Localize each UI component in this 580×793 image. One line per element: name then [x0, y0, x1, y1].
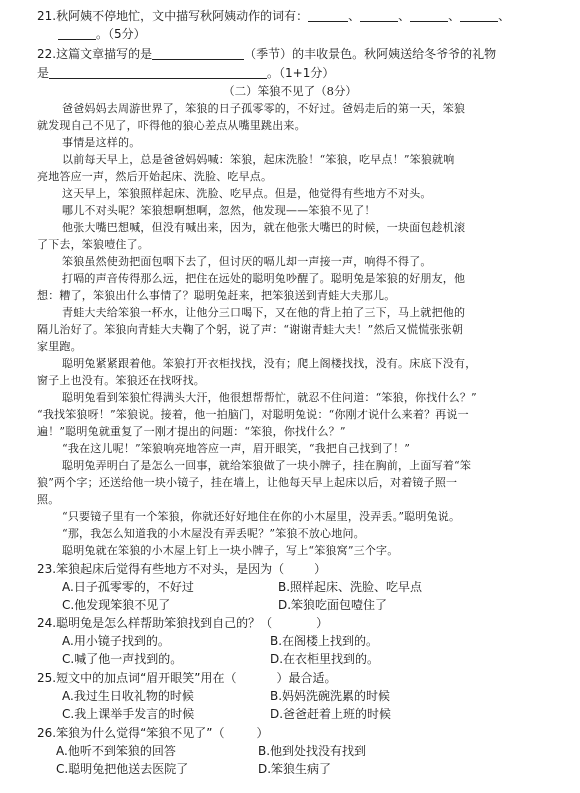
passage-line: 聪明兔紧紧跟着他。笨狼打开衣柜找找，没有；爬上阁楼找找，没有。床底下没有， [62, 357, 477, 370]
passage-line: 打嗝的声音传得那么远，把住在远处的聪明兔吵醒了。聪明兔是笨狼的好朋友，他 [62, 272, 466, 285]
passage-line: “我找笨狼呀！”笨狼说。接着，他一拍脑门，对聪明兔说：“你刚才说什么来着？再说一 [37, 408, 469, 421]
option-b[interactable]: B.他到处找没有找到 [258, 744, 367, 758]
option-d[interactable]: D.爸爸赶着上班的时候 [270, 707, 392, 721]
passage-line: 这天早上，笨狼照样起床、洗脸、吃早点。但是，他觉得有些地方不对头。 [62, 187, 432, 200]
passage-line: 家里跑。 [37, 340, 82, 353]
answer-blank[interactable] [360, 9, 398, 22]
question-22: 22.这篇文章描写的是 （季节）的丰收景色。秋阿姨送给冬爷爷的礼物 [37, 47, 497, 61]
passage-line: 就发现自己不见了，吓得他的狼心差点从嘴里跳出来。 [37, 119, 306, 132]
passage-line: 聪明兔弄明白了是怎么一回事，就给笨狼做了一块小牌子，挂在胸前，上面写着“笨 [62, 459, 472, 472]
passage-line: 以前每天早上，总是爸爸妈妈喊：笨狼，起床洗脸！“笨狼，吃早点！”笨狼就响 [62, 153, 455, 166]
question-24: 24.聪明兔是怎么样帮助笨狼找到自己的？（ ） [37, 616, 329, 630]
answer-blank[interactable] [460, 9, 498, 22]
option-a[interactable]: A.日子孤零零的，不好过 [62, 580, 194, 594]
option-d[interactable]: D.在衣柜里找到的。 [270, 652, 380, 666]
question-22-line2: 是 。（1+1分） [37, 66, 335, 80]
question-21-stem: 21.秋阿姨不停地忙，文中描写秋阿姨动作的词有： [37, 9, 309, 23]
question-21-score: 。（5分） [96, 27, 146, 41]
question-21-line2 [58, 27, 146, 42]
passage-line: 隔儿治好了。笨狼向青蛙大夫鞠了个躬，说了声：“谢谢青蛙大夫！”然后又慌慌张张朝 [37, 323, 464, 336]
passage-line: “那，我怎么知道我的小木屋没有弄丢呢？”笨狼不放心地问。 [62, 527, 365, 540]
passage-line: 聪明兔看到笨狼忙得满头大汗，他很想帮帮忙，就忍不住问道：“笨狼，你找什么？” [62, 391, 477, 404]
passage-line: 笨狼虽然使劲把面包咽下去了，但讨厌的嗝儿却一声接一声，响得不得了。 [62, 255, 432, 268]
passage-line: 青蛙大夫给笨狼一杯水，让他分三口喝下，又在他的背上拍了三下，马上就把他的 [62, 306, 466, 319]
passage-line: 狼”两个字；还送给他一块小镜子，挂在墙上，让他每天早上起床以后，对着镜子照一 [37, 476, 458, 489]
option-d[interactable]: D.笨狼吃面包噎住了 [278, 598, 388, 612]
answer-blank[interactable] [58, 27, 96, 40]
passage-line: 遍！”聪明兔就重复了一刚才提出的问题：“笨狼，你找什么？” [37, 425, 346, 438]
passage-line: 爸爸妈妈去周游世界了，笨狼的日子孤零零的，不好过。爸妈走后的第一天，笨狼 [62, 102, 466, 115]
answer-blank[interactable] [49, 66, 267, 79]
passage-line: 亮地答应一声，然后开始起床、洗脸、吃早点。 [37, 170, 273, 183]
option-a[interactable]: A.我过生日收礼物的时候 [62, 689, 194, 703]
option-b[interactable]: B.照样起床、洗脸、吃早点 [278, 580, 423, 594]
passage-line: 哪儿不对头呢？笨狼想啊想啊，忽然，他发现——笨狼不见了！ [62, 204, 376, 217]
passage-line: 他张大嘴巴想喊，但没有喊出来，因为，就在他张大嘴巴的时候，一块面包趁机滚 [62, 221, 466, 234]
option-a[interactable]: A.他听不到笨狼的回答 [56, 744, 176, 758]
question-25: 25.短文中的加点词“眉开眼笑”用在（ ）最合适。 [37, 671, 337, 685]
question-26: 26.笨狼为什么觉得“笨狼不见了”（ ） [37, 726, 269, 740]
passage-line: 了下去，笨狼噎住了。 [37, 238, 149, 251]
passage-line: 照。 [37, 493, 60, 506]
option-c[interactable]: C.聪明兔把他送去医院了 [56, 762, 189, 776]
passage-line: “我在这儿呢！”笨狼响亮地答应一声，眉开眼笑，“我把自己找到了！” [62, 442, 411, 455]
passage-line: 想：糟了，笨狼出什么事情了？聪明兔赶来，把笨狼送到青蛙大夫那儿。 [37, 289, 396, 302]
question-21: 21.秋阿姨不停地忙，文中描写秋阿姨动作的词有： 、 、 、 、 [37, 9, 511, 23]
answer-blank[interactable] [152, 47, 244, 60]
answer-blank[interactable] [308, 9, 348, 22]
option-c[interactable]: C.他发现笨狼不见了 [62, 598, 171, 612]
passage-line: 窗子上也没有。笨狼还在找呀找。 [37, 374, 205, 387]
answer-blank[interactable] [410, 9, 448, 22]
option-b[interactable]: B.在阁楼上找到的。 [270, 634, 379, 648]
passage-line: 聪明兔就在笨狼的小木屋上钉上一块小牌子，写上“笨狼窝”三个字。 [62, 544, 399, 557]
section-title: （二）笨狼不见了（8分） [223, 84, 357, 98]
passage-line: “只要镜子里有一个笨狼，你就还好好地住在你的小木屋里，没弄丢。”聪明兔说。 [62, 510, 461, 523]
option-c[interactable]: C.喊了他一声找到的。 [62, 652, 183, 666]
passage-line: 事情是这样的。 [62, 136, 141, 149]
option-a[interactable]: A.用小镜子找到的。 [62, 634, 170, 648]
option-c[interactable]: C.我上课举手发言的时候 [62, 707, 195, 721]
question-23: 23.笨狼起床后觉得有些地方不对头，是因为（ ） [37, 562, 327, 576]
option-b[interactable]: B.妈妈洗碗洗累的时候 [270, 689, 391, 703]
option-d[interactable]: D.笨狼生病了 [258, 762, 332, 776]
